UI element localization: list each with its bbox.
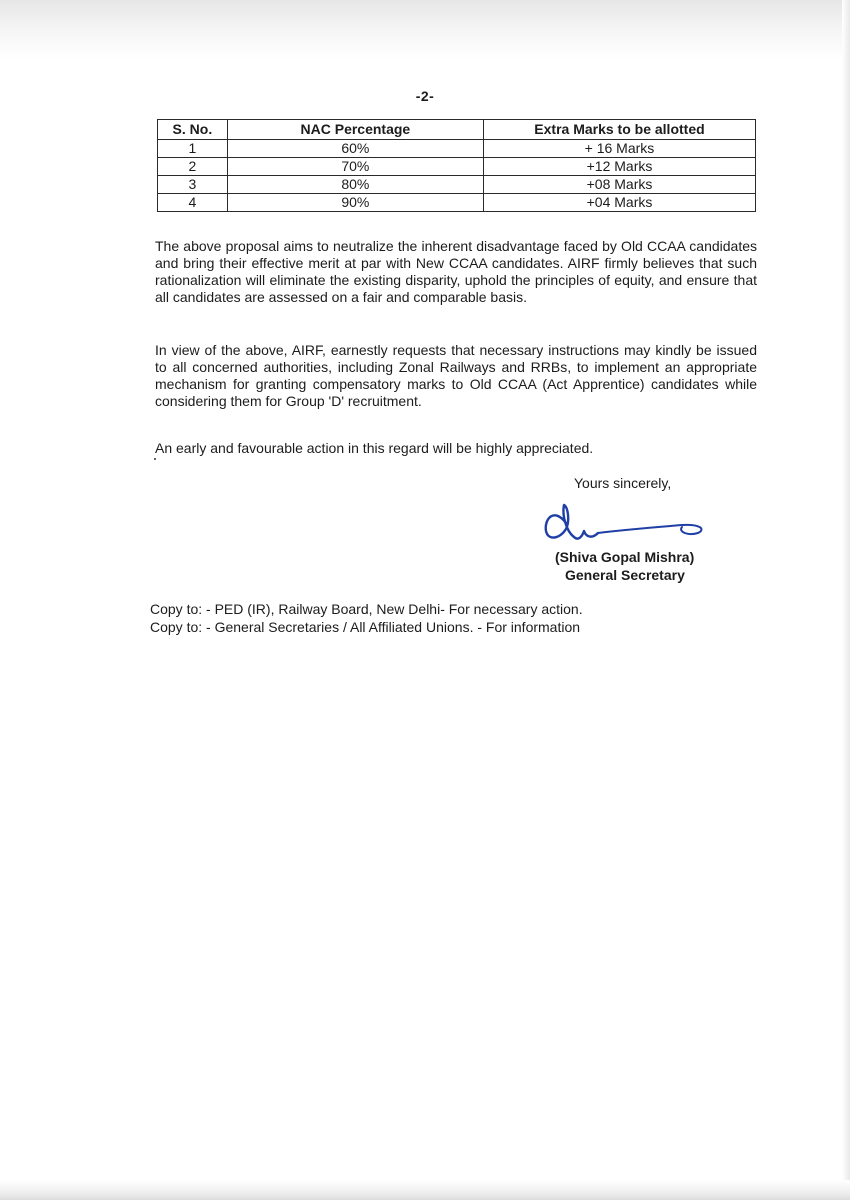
table-cell-sno: 4 bbox=[158, 194, 228, 212]
table-row bbox=[158, 158, 756, 176]
stray-dot bbox=[154, 458, 156, 460]
table-cell-percentage: 70% bbox=[227, 158, 483, 176]
table-row bbox=[158, 140, 756, 158]
table-cell-percentage: 60% bbox=[227, 140, 483, 158]
table-cell-percentage: 80% bbox=[227, 176, 483, 194]
table-cell-sno: 1 bbox=[158, 140, 228, 158]
nac-marks-table bbox=[157, 119, 756, 212]
table-header-row bbox=[158, 120, 756, 140]
table-cell-marks: +04 Marks bbox=[483, 194, 755, 212]
copy-to-line: Copy to: - PED (IR), Railway Board, New Delhi- For necessary action. bbox=[150, 601, 583, 617]
body-paragraph-request: In view of the above, AIRF, earnestly requests that necessary instructions may kindly be issued to all concerned authorities, including Zonal Railways and RRBs, to implement an appropriate mechanism for granting compensatory marks to Old CCAA (Act Apprentice) candidates while considering them for Group 'D' recruitment. bbox=[155, 342, 757, 409]
page-top-shadow bbox=[0, 0, 850, 60]
table-cell-sno: 3 bbox=[158, 176, 228, 194]
table-row bbox=[158, 176, 756, 194]
table-cell-marks: + 16 Marks bbox=[483, 140, 755, 158]
closing-salutation: Yours sincerely, bbox=[574, 475, 672, 491]
signer-name: (Shiva Gopal Mishra) bbox=[555, 549, 695, 565]
signer-designation: General Secretary bbox=[565, 567, 685, 583]
page-bottom-edge bbox=[0, 1180, 850, 1200]
table-header-extra-marks: Extra Marks to be allotted bbox=[483, 120, 755, 140]
table-header-sno: S. No. bbox=[158, 120, 228, 140]
page-right-edge bbox=[842, 0, 850, 1200]
table-row bbox=[158, 194, 756, 212]
body-paragraph-closing: An early and favourable action in this regard will be highly appreciated. bbox=[155, 440, 594, 456]
table-cell-marks: +08 Marks bbox=[483, 176, 755, 194]
table-cell-marks: +12 Marks bbox=[483, 158, 755, 176]
page-number: -2- bbox=[415, 88, 435, 104]
table-cell-percentage: 90% bbox=[227, 194, 483, 212]
table-header-nac-percentage: NAC Percentage bbox=[227, 120, 483, 140]
body-paragraph-proposal: The above proposal aims to neutralize the inherent disadvantage faced by Old CCAA candidates and bring their effective merit at par with New CCAA candidates. AIRF firmly believes that such rationalization will eliminate the existing disparity, uphold the principles of equity, and ensure that all candidates are assessed on a fair and comparable basis. bbox=[155, 238, 757, 305]
copy-to-line: Copy to: - General Secretaries / All Affiliated Unions. - For information bbox=[150, 619, 581, 635]
signature-image bbox=[540, 497, 710, 549]
table-cell-sno: 2 bbox=[158, 158, 228, 176]
